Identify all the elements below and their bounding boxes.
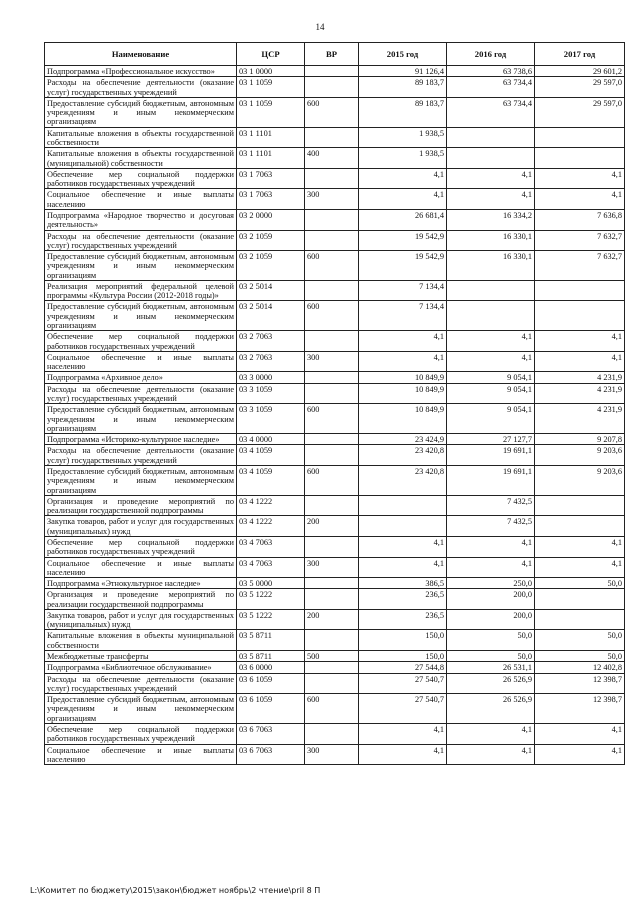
cell-2017: 9 203,6: [535, 465, 625, 495]
table-row: [45, 495, 625, 516]
table-row: [45, 127, 625, 148]
cell-name: Капитальные вложения в объекты муниципальной собственности: [45, 630, 237, 651]
table-row: [45, 251, 625, 281]
cell-2016: 7 432,5: [447, 516, 535, 537]
cell-2016: 9 054,1: [447, 372, 535, 383]
table-row: [45, 516, 625, 537]
cell-vr: [305, 434, 359, 445]
cell-2017: [535, 148, 625, 169]
cell-csr: 03 1 1059: [237, 97, 305, 127]
cell-2017: [535, 127, 625, 148]
table-row: [45, 383, 625, 404]
cell-2017: 12 398,7: [535, 673, 625, 694]
cell-2015: 4,1: [359, 331, 447, 352]
cell-2015: [359, 495, 447, 516]
cell-2016: 63 738,6: [447, 66, 535, 77]
cell-name: Обеспечение мер социальной поддержки работников государственных учреждений: [45, 331, 237, 352]
cell-name: Подпрограмма «Этнокультурное наследие»: [45, 578, 237, 589]
cell-name: Предоставление субсидий бюджетным, автономным учреждениям и иным некоммерческим организациям: [45, 301, 237, 331]
cell-2016: 26 531,1: [447, 662, 535, 673]
cell-name: Подпрограмма «Библиотечное обслуживание»: [45, 662, 237, 673]
cell-vr: [305, 331, 359, 352]
cell-2016: 4,1: [447, 168, 535, 189]
cell-2017: 4 231,9: [535, 372, 625, 383]
cell-2017: 7 632,7: [535, 251, 625, 281]
cell-csr: 03 5 1222: [237, 589, 305, 610]
cell-name: Реализация мероприятий федеральной целевой программы «Культура России (2012-2018 годы)»: [45, 280, 237, 301]
column-header-csr: ЦСР: [237, 43, 305, 66]
cell-2017: 9 207,8: [535, 434, 625, 445]
cell-vr: 300: [305, 189, 359, 210]
cell-2016: 200,0: [447, 609, 535, 630]
cell-csr: 03 6 1059: [237, 694, 305, 724]
cell-2017: 4,1: [535, 189, 625, 210]
column-header-2017: 2017 год: [535, 43, 625, 66]
cell-2016: 16 334,2: [447, 209, 535, 230]
cell-name: Расходы на обеспечение деятельности (оказание услуг) государственных учреждений: [45, 445, 237, 466]
cell-name: Подпрограмма «Историко-культурное наследие»: [45, 434, 237, 445]
table-row: [45, 694, 625, 724]
table-row: [45, 724, 625, 745]
cell-2017: 4,1: [535, 331, 625, 352]
cell-2015: 10 849,9: [359, 383, 447, 404]
cell-vr: 600: [305, 251, 359, 281]
cell-csr: 03 6 0000: [237, 662, 305, 673]
cell-name: Закупка товаров, работ и услуг для государственных (муниципальных) нужд: [45, 609, 237, 630]
cell-csr: 03 1 1101: [237, 127, 305, 148]
cell-name: Обеспечение мер социальной поддержки работников государственных учреждений: [45, 536, 237, 557]
cell-vr: [305, 495, 359, 516]
cell-vr: 600: [305, 694, 359, 724]
cell-csr: 03 2 7063: [237, 331, 305, 352]
cell-2017: 7 632,7: [535, 230, 625, 251]
cell-name: Предоставление субсидий бюджетным, автономным учреждениям и иным некоммерческим организациям: [45, 97, 237, 127]
cell-2016: 26 526,9: [447, 673, 535, 694]
cell-2015: 1 938,5: [359, 127, 447, 148]
cell-name: Организация и проведение мероприятий по реализации государственной подпрограммы: [45, 589, 237, 610]
cell-2016: 63 734,4: [447, 97, 535, 127]
table-row: [45, 630, 625, 651]
cell-csr: 03 4 0000: [237, 434, 305, 445]
cell-2017: [535, 280, 625, 301]
cell-2015: 27 540,7: [359, 694, 447, 724]
cell-vr: [305, 589, 359, 610]
cell-2016: 9 054,1: [447, 404, 535, 434]
cell-2016: 4,1: [447, 744, 535, 765]
cell-csr: 03 6 7063: [237, 724, 305, 745]
cell-2017: 50,0: [535, 630, 625, 651]
table-row: [45, 148, 625, 169]
cell-name: Межбюджетные трансферты: [45, 651, 237, 662]
cell-name: Социальное обеспечение и иные выплаты населению: [45, 557, 237, 578]
cell-2015: 10 849,9: [359, 404, 447, 434]
cell-2017: [535, 589, 625, 610]
cell-vr: 200: [305, 609, 359, 630]
cell-2016: 19 691,1: [447, 465, 535, 495]
table-row: [45, 465, 625, 495]
cell-2015: 7 134,4: [359, 280, 447, 301]
cell-2017: 50,0: [535, 651, 625, 662]
table-row: [45, 331, 625, 352]
cell-2016: 27 127,7: [447, 434, 535, 445]
cell-vr: [305, 536, 359, 557]
cell-2015: 23 420,8: [359, 445, 447, 466]
cell-2015: 150,0: [359, 651, 447, 662]
cell-name: Капитальные вложения в объекты государственной собственности: [45, 127, 237, 148]
cell-2015: 91 126,4: [359, 66, 447, 77]
cell-csr: 03 6 1059: [237, 673, 305, 694]
cell-vr: [305, 66, 359, 77]
cell-2017: [535, 495, 625, 516]
cell-2015: 4,1: [359, 351, 447, 372]
cell-2015: 150,0: [359, 630, 447, 651]
cell-vr: 200: [305, 516, 359, 537]
cell-name: Социальное обеспечение и иные выплаты населению: [45, 189, 237, 210]
cell-vr: [305, 724, 359, 745]
cell-csr: 03 4 1222: [237, 495, 305, 516]
cell-2016: 26 526,9: [447, 694, 535, 724]
cell-2017: 29 597,0: [535, 77, 625, 98]
cell-2016: 4,1: [447, 536, 535, 557]
table-row: [45, 589, 625, 610]
column-header-name: Наименование: [45, 43, 237, 66]
cell-vr: 500: [305, 651, 359, 662]
cell-2015: 4,1: [359, 724, 447, 745]
cell-csr: 03 2 1059: [237, 251, 305, 281]
cell-2015: 236,5: [359, 609, 447, 630]
cell-name: Расходы на обеспечение деятельности (оказание услуг) государственных учреждений: [45, 383, 237, 404]
cell-name: Предоставление субсидий бюджетным, автономным учреждениям и иным некоммерческим организациям: [45, 465, 237, 495]
table-body: [45, 66, 625, 765]
cell-vr: [305, 372, 359, 383]
cell-vr: [305, 662, 359, 673]
cell-csr: 03 5 8711: [237, 651, 305, 662]
cell-2015: 89 183,7: [359, 77, 447, 98]
cell-2016: [447, 301, 535, 331]
cell-vr: [305, 168, 359, 189]
cell-csr: 03 4 7063: [237, 557, 305, 578]
table-row: [45, 536, 625, 557]
table-row: [45, 445, 625, 466]
table-row: [45, 662, 625, 673]
cell-vr: 400: [305, 148, 359, 169]
cell-csr: 03 3 1059: [237, 383, 305, 404]
column-header-vr: ВР: [305, 43, 359, 66]
cell-csr: 03 5 8711: [237, 630, 305, 651]
cell-2016: 16 330,1: [447, 230, 535, 251]
cell-csr: 03 1 1101: [237, 148, 305, 169]
cell-vr: [305, 280, 359, 301]
cell-vr: 600: [305, 465, 359, 495]
table-row: [45, 651, 625, 662]
cell-name: Капитальные вложения в объекты государственной (муниципальной) собственности: [45, 148, 237, 169]
cell-2017: 4,1: [535, 557, 625, 578]
table-row: [45, 351, 625, 372]
cell-2016: 19 691,1: [447, 445, 535, 466]
table-row: [45, 301, 625, 331]
cell-name: Расходы на обеспечение деятельности (оказание услуг) государственных учреждений: [45, 673, 237, 694]
cell-2017: 4,1: [535, 724, 625, 745]
cell-2016: 4,1: [447, 351, 535, 372]
cell-csr: 03 2 5014: [237, 301, 305, 331]
cell-name: Предоставление субсидий бюджетным, автономным учреждениям и иным некоммерческим организациям: [45, 404, 237, 434]
cell-2016: 7 432,5: [447, 495, 535, 516]
cell-name: Социальное обеспечение и иные выплаты населению: [45, 744, 237, 765]
cell-csr: 03 1 0000: [237, 66, 305, 77]
table-row: [45, 578, 625, 589]
table-row: [45, 66, 625, 77]
cell-2015: 4,1: [359, 189, 447, 210]
cell-csr: 03 4 1059: [237, 465, 305, 495]
table-row: [45, 230, 625, 251]
cell-2015: 26 681,4: [359, 209, 447, 230]
footer-file-path: L:\Комитет по бюджету\2015\закон\бюджет ноябрь\2 чтение\pril 8 П: [30, 886, 321, 895]
cell-2015: 19 542,9: [359, 251, 447, 281]
cell-2015: 4,1: [359, 536, 447, 557]
table-row: [45, 168, 625, 189]
cell-2016: 50,0: [447, 630, 535, 651]
cell-vr: 300: [305, 351, 359, 372]
cell-csr: 03 4 1059: [237, 445, 305, 466]
cell-2017: 4,1: [535, 351, 625, 372]
table-row: [45, 189, 625, 210]
table-row: [45, 77, 625, 98]
cell-2017: 4,1: [535, 536, 625, 557]
cell-2016: 63 734,4: [447, 77, 535, 98]
column-header-2016: 2016 год: [447, 43, 535, 66]
cell-vr: [305, 445, 359, 466]
cell-2017: 12 398,7: [535, 694, 625, 724]
cell-2017: 4,1: [535, 744, 625, 765]
cell-csr: 03 2 0000: [237, 209, 305, 230]
cell-vr: [305, 673, 359, 694]
cell-2017: [535, 516, 625, 537]
cell-2016: 4,1: [447, 557, 535, 578]
cell-name: Обеспечение мер социальной поддержки работников государственных учреждений: [45, 724, 237, 745]
cell-name: Подпрограмма «Народное творчество и досуговая деятельность»: [45, 209, 237, 230]
cell-vr: 300: [305, 744, 359, 765]
cell-2015: 89 183,7: [359, 97, 447, 127]
cell-csr: 03 3 1059: [237, 404, 305, 434]
cell-2017: 7 636,8: [535, 209, 625, 230]
cell-csr: 03 5 1222: [237, 609, 305, 630]
cell-2017: [535, 301, 625, 331]
cell-name: Расходы на обеспечение деятельности (оказание услуг) государственных учреждений: [45, 77, 237, 98]
cell-2015: 27 540,7: [359, 673, 447, 694]
cell-2015: 236,5: [359, 589, 447, 610]
table-row: [45, 280, 625, 301]
cell-2016: 50,0: [447, 651, 535, 662]
cell-vr: 600: [305, 97, 359, 127]
cell-vr: [305, 209, 359, 230]
cell-vr: 600: [305, 301, 359, 331]
cell-2015: 7 134,4: [359, 301, 447, 331]
cell-vr: [305, 77, 359, 98]
cell-2015: 4,1: [359, 557, 447, 578]
table-row: [45, 557, 625, 578]
cell-vr: [305, 383, 359, 404]
page-number: 14: [315, 22, 325, 32]
cell-csr: 03 4 1222: [237, 516, 305, 537]
table-row: [45, 97, 625, 127]
cell-2016: 9 054,1: [447, 383, 535, 404]
cell-csr: 03 2 1059: [237, 230, 305, 251]
cell-csr: 03 6 7063: [237, 744, 305, 765]
cell-2016: 4,1: [447, 331, 535, 352]
cell-2015: 1 938,5: [359, 148, 447, 169]
cell-name: Организация и проведение мероприятий по реализации государственной подпрограммы: [45, 495, 237, 516]
cell-vr: [305, 630, 359, 651]
cell-2016: 4,1: [447, 724, 535, 745]
cell-2017: 29 601,2: [535, 66, 625, 77]
cell-2017: 29 597,0: [535, 97, 625, 127]
cell-2015: 19 542,9: [359, 230, 447, 251]
cell-2015: 23 424,9: [359, 434, 447, 445]
table-row: [45, 434, 625, 445]
cell-2015: 386,5: [359, 578, 447, 589]
cell-csr: 03 3 0000: [237, 372, 305, 383]
table-row: [45, 609, 625, 630]
cell-csr: 03 5 0000: [237, 578, 305, 589]
cell-2015: 4,1: [359, 744, 447, 765]
cell-2017: 4 231,9: [535, 404, 625, 434]
cell-2016: 16 330,1: [447, 251, 535, 281]
cell-vr: 600: [305, 404, 359, 434]
cell-2015: [359, 516, 447, 537]
cell-name: Предоставление субсидий бюджетным, автономным учреждениям и иным некоммерческим организациям: [45, 694, 237, 724]
cell-csr: 03 2 7063: [237, 351, 305, 372]
cell-csr: 03 1 1059: [237, 77, 305, 98]
cell-name: Обеспечение мер социальной поддержки работников государственных учреждений: [45, 168, 237, 189]
cell-2015: 10 849,9: [359, 372, 447, 383]
table-header-row: [45, 43, 625, 66]
cell-2016: 250,0: [447, 578, 535, 589]
cell-2017: 4,1: [535, 168, 625, 189]
cell-csr: 03 1 7063: [237, 168, 305, 189]
cell-2015: 23 420,8: [359, 465, 447, 495]
table-row: [45, 744, 625, 765]
cell-csr: 03 2 5014: [237, 280, 305, 301]
cell-2017: [535, 609, 625, 630]
cell-2015: 4,1: [359, 168, 447, 189]
cell-2016: 200,0: [447, 589, 535, 610]
cell-name: Предоставление субсидий бюджетным, автономным учреждениям и иным некоммерческим организациям: [45, 251, 237, 281]
budget-table: [44, 42, 625, 765]
cell-2016: [447, 127, 535, 148]
column-header-2015: 2015 год: [359, 43, 447, 66]
cell-2017: 12 402,8: [535, 662, 625, 673]
cell-name: Закупка товаров, работ и услуг для государственных (муниципальных) нужд: [45, 516, 237, 537]
cell-csr: 03 1 7063: [237, 189, 305, 210]
cell-2017: 50,0: [535, 578, 625, 589]
cell-vr: [305, 127, 359, 148]
table-row: [45, 673, 625, 694]
cell-csr: 03 4 7063: [237, 536, 305, 557]
table-row: [45, 209, 625, 230]
table-row: [45, 404, 625, 434]
table-row: [45, 372, 625, 383]
cell-name: Расходы на обеспечение деятельности (оказание услуг) государственных учреждений: [45, 230, 237, 251]
cell-name: Социальное обеспечение и иные выплаты населению: [45, 351, 237, 372]
cell-2017: 4 231,9: [535, 383, 625, 404]
cell-vr: 300: [305, 557, 359, 578]
cell-vr: [305, 578, 359, 589]
cell-2016: [447, 148, 535, 169]
cell-2015: 27 544,8: [359, 662, 447, 673]
cell-2016: 4,1: [447, 189, 535, 210]
cell-vr: [305, 230, 359, 251]
cell-name: Подпрограмма «Архивное дело»: [45, 372, 237, 383]
cell-2017: 9 203,6: [535, 445, 625, 466]
cell-2016: [447, 280, 535, 301]
cell-name: Подпрограмма «Профессиональное искусство»: [45, 66, 237, 77]
